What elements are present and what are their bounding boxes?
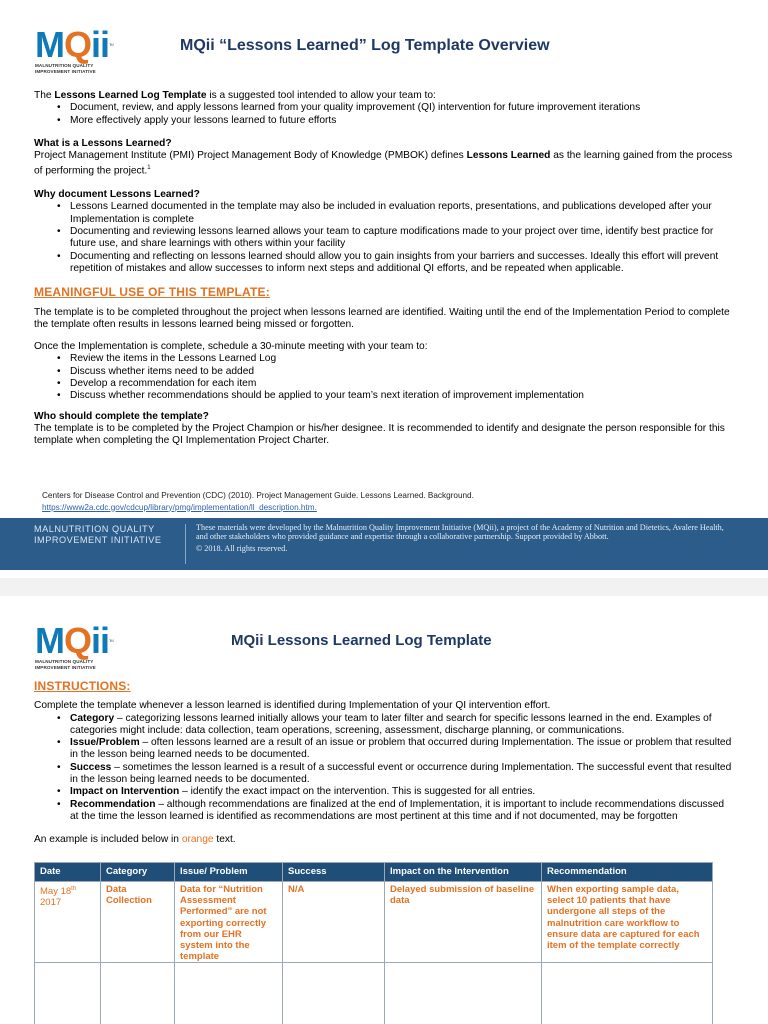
instruction-bullet — [34, 799, 734, 824]
footnote-text: Centers for Disease Control and Prevention (CDC) (2010). Project Management Guide. Lessons Learned. Background. — [42, 491, 474, 500]
cell-empty[interactable] — [101, 963, 175, 1024]
bullet-term: Issue/Problem — [70, 737, 140, 749]
col-header-impact: Impact on the Intervention — [385, 863, 542, 882]
footer-disclaimer — [186, 518, 768, 570]
once-bullet: • Develop a recommendation for each item — [34, 378, 734, 390]
once-bullet: • Discuss whether recommendations should be applied to your team’s next iteration of improvement implementation — [34, 390, 734, 402]
once-bullet: • Review the items in the Lessons Learned Log — [34, 353, 734, 365]
mqii-logo — [35, 24, 113, 74]
page-gap — [0, 578, 768, 596]
page-title: MQii “Lessons Learned” Log Template Overview — [180, 37, 550, 54]
meaningful-heading: MEANINGFUL USE OF THIS TEMPLATE: — [34, 285, 270, 300]
cell-empty[interactable] — [385, 963, 542, 1024]
why-heading: Why document Lessons Learned? — [34, 189, 200, 201]
footer-band — [0, 518, 768, 570]
intro-pre: The — [34, 90, 55, 101]
logo-mark-q: Q — [64, 24, 92, 65]
mqii-logo — [35, 620, 113, 670]
logo-mark-ii: ii — [91, 24, 110, 65]
who-heading: Who should complete the template? — [34, 410, 209, 422]
what-text-bold: Lessons Learned — [466, 150, 551, 162]
bullet-text: – often lessons learned are a result of an issue or problem that occurred during Implementation. The issue or problem that resulted in the lesson being learned needs to be documented. — [70, 737, 732, 761]
meaningful-paragraph: The template is to be completed throughout the project when lessons learned are identified. Waiting until the end of the Implementation Period to complete the template often results in lessons learned being missed or forgotten. — [34, 306, 730, 330]
example-note — [34, 834, 734, 846]
table-row — [35, 882, 713, 963]
instruction-bullet — [34, 737, 734, 762]
what-paragraph — [34, 150, 734, 178]
intro-bullet: • More effectively apply your lessons learned to future efforts — [34, 115, 734, 127]
bullet-term: Success — [70, 761, 112, 773]
col-header-category: Category — [101, 863, 175, 882]
bullet-term: Impact on Intervention — [70, 786, 180, 798]
cell-success[interactable]: N/A — [283, 882, 385, 963]
cell-date[interactable] — [35, 882, 101, 963]
overview-body — [34, 90, 734, 448]
footnote-link[interactable]: https://www2a.cdc.gov/cdcup/library/pmg/implementation/ll_description.htm. — [42, 502, 317, 512]
col-header-recommendation: Recommendation — [542, 863, 713, 882]
intro-post: is a suggested tool intended to allow your team to: — [206, 90, 436, 101]
why-bullet: • Lessons Learned documented in the template may also be included in evaluation reports, presentations, and publications developed after your Implementation is complete — [34, 201, 734, 226]
lessons-learned-table — [34, 862, 713, 1024]
col-header-success: Success — [283, 863, 385, 882]
cell-date-suffix: th — [71, 886, 77, 892]
bullet-text: – categorizing lessons learned initially allows your team to later filter and search for specific lessons learned in the end. Examples of categories might include: data collection, team operations, screening, assessment, discharge planning, or communications. — [70, 712, 712, 736]
instruction-bullet — [34, 786, 734, 798]
what-text-post: as the learning gained from the process of performing the project. — [34, 150, 733, 177]
logo-trademark: TM — [109, 638, 113, 643]
instruction-bullet — [34, 762, 734, 787]
once-bullets — [34, 353, 734, 402]
cell-impact[interactable]: Delayed submission of baseline data — [385, 882, 542, 963]
footer-disclaimer-text: These materials were developed by the Malnutrition Quality Improvement Initiative (MQii), a project of the Academy of Nutrition and Dietetics, Avalere Health, and other stakeholders who provided guidance and expertise through a collaborative partnership. Support provided by Abbott. — [196, 523, 724, 542]
cell-empty[interactable] — [283, 963, 385, 1024]
example-orange-word: orange — [181, 834, 214, 846]
bullet-text: – sometimes the lesson learned is a result of a successful event or occurrence during Implementation. The successful event that resulted in the lesson being learned needs to be documented. — [70, 761, 732, 786]
cell-issue[interactable]: Data for “Nutrition Assessment Performed” are not exporting correctly from our EHR system into the template — [175, 882, 283, 963]
cell-date-day: May 18 — [40, 886, 72, 898]
instruction-bullets — [34, 713, 734, 824]
footer-brand — [0, 518, 185, 570]
bullet-text: – although recommendations are finalized at the end of Implementation, it is important to include recommendations discussed at the time the lesson learned is identified as recommendations are most pertinent at this time and if not documented, may be forgotten — [70, 798, 725, 822]
footer-copyright: © 2018. All rights reserved. — [196, 544, 288, 554]
logo-mark-q: Q — [64, 620, 92, 661]
example-pre: An example is included below in — [34, 834, 182, 846]
what-text-pre: Project Management Institute (PMI) Project Management Body of Knowledge (PMBOK) defines — [34, 150, 467, 162]
intro-bold: Lessons Learned Log Template — [54, 90, 207, 101]
instructions-body — [34, 680, 734, 847]
example-post: text. — [213, 834, 236, 846]
what-heading: What is a Lessons Learned? — [34, 137, 172, 149]
logo-subtitle-1: MALNUTRITION QUALITY — [35, 63, 94, 68]
logo-subtitle-2: IMPROVEMENT INITIATIVE — [35, 664, 96, 670]
once-bullet: • Discuss whether items need to be added — [34, 366, 734, 378]
footer-brand-line2: IMPROVEMENT INITIATIVE — [34, 535, 162, 545]
once-paragraph: Once the Implementation is complete, schedule a 30-minute meeting with your team to: — [34, 341, 428, 353]
cell-empty[interactable] — [35, 963, 101, 1024]
intro-bullet: • Document, review, and apply lessons learned from your quality improvement (QI) intervention for future improvement iterations — [34, 102, 734, 114]
cell-empty[interactable] — [542, 963, 713, 1024]
logo-subtitle-1: MALNUTRITION QUALITY — [35, 659, 94, 664]
why-bullet: • Documenting and reflecting on lessons learned should allow you to gain insights from your barriers and successes. Ideally this effort will prevent repetition of mistakes and allow successes to inform next steps and additional QI efforts, and be repeated when applicable. — [34, 251, 734, 276]
footnote-marker: 1 — [147, 165, 151, 172]
cell-date-year: 2017 — [40, 897, 62, 909]
page-title: MQii Lessons Learned Log Template — [231, 632, 492, 649]
cell-category[interactable]: Data Collection — [101, 882, 175, 963]
table-header-row — [35, 863, 713, 882]
intro-paragraph — [34, 90, 734, 102]
why-bullet: • Documenting and reviewing lessons learned allows your team to capture modifications made to your project over time, identify best practice for future use, and share learnings with others within your facility — [34, 226, 734, 251]
why-bullets — [34, 201, 734, 275]
logo-mark-m: M — [35, 24, 64, 65]
logo-mark-ii: ii — [91, 620, 110, 661]
logo-mark-m: M — [35, 620, 64, 661]
footer-brand-line1: MALNUTRITION QUALITY — [34, 524, 155, 534]
bullet-text: – identify the exact impact on the intervention. This is suggested for all entries. — [179, 786, 536, 798]
who-paragraph: The template is to be completed by the Project Champion or his/her designee. It is recommended to identify and designate the person responsible for this template when completing the QI Implementation Project Charter. — [34, 422, 725, 447]
col-header-date: Date — [35, 863, 101, 882]
footnote — [42, 490, 474, 513]
bullet-term: Recommendation — [70, 798, 156, 810]
cell-recommendation[interactable]: When exporting sample data, select 10 patients that have undergone all steps of the malnutrition care workflow to ensure data are captured for each item of the template correctly — [542, 882, 713, 963]
table-row-empty — [35, 963, 713, 1024]
col-header-issue: Issue/ Problem — [175, 863, 283, 882]
instructions-heading: INSTRUCTIONS: — [34, 679, 131, 693]
bullet-term: Category — [70, 712, 115, 724]
instruction-bullet — [34, 713, 734, 738]
logo-subtitle-2: IMPROVEMENT INITIATIVE — [35, 68, 96, 74]
cell-empty[interactable] — [175, 963, 283, 1024]
intro-bullets — [34, 102, 734, 127]
instructions-paragraph: Complete the template whenever a lesson learned is identified during Implementation of your QI intervention effort. — [34, 700, 551, 712]
logo-trademark: TM — [109, 42, 113, 47]
